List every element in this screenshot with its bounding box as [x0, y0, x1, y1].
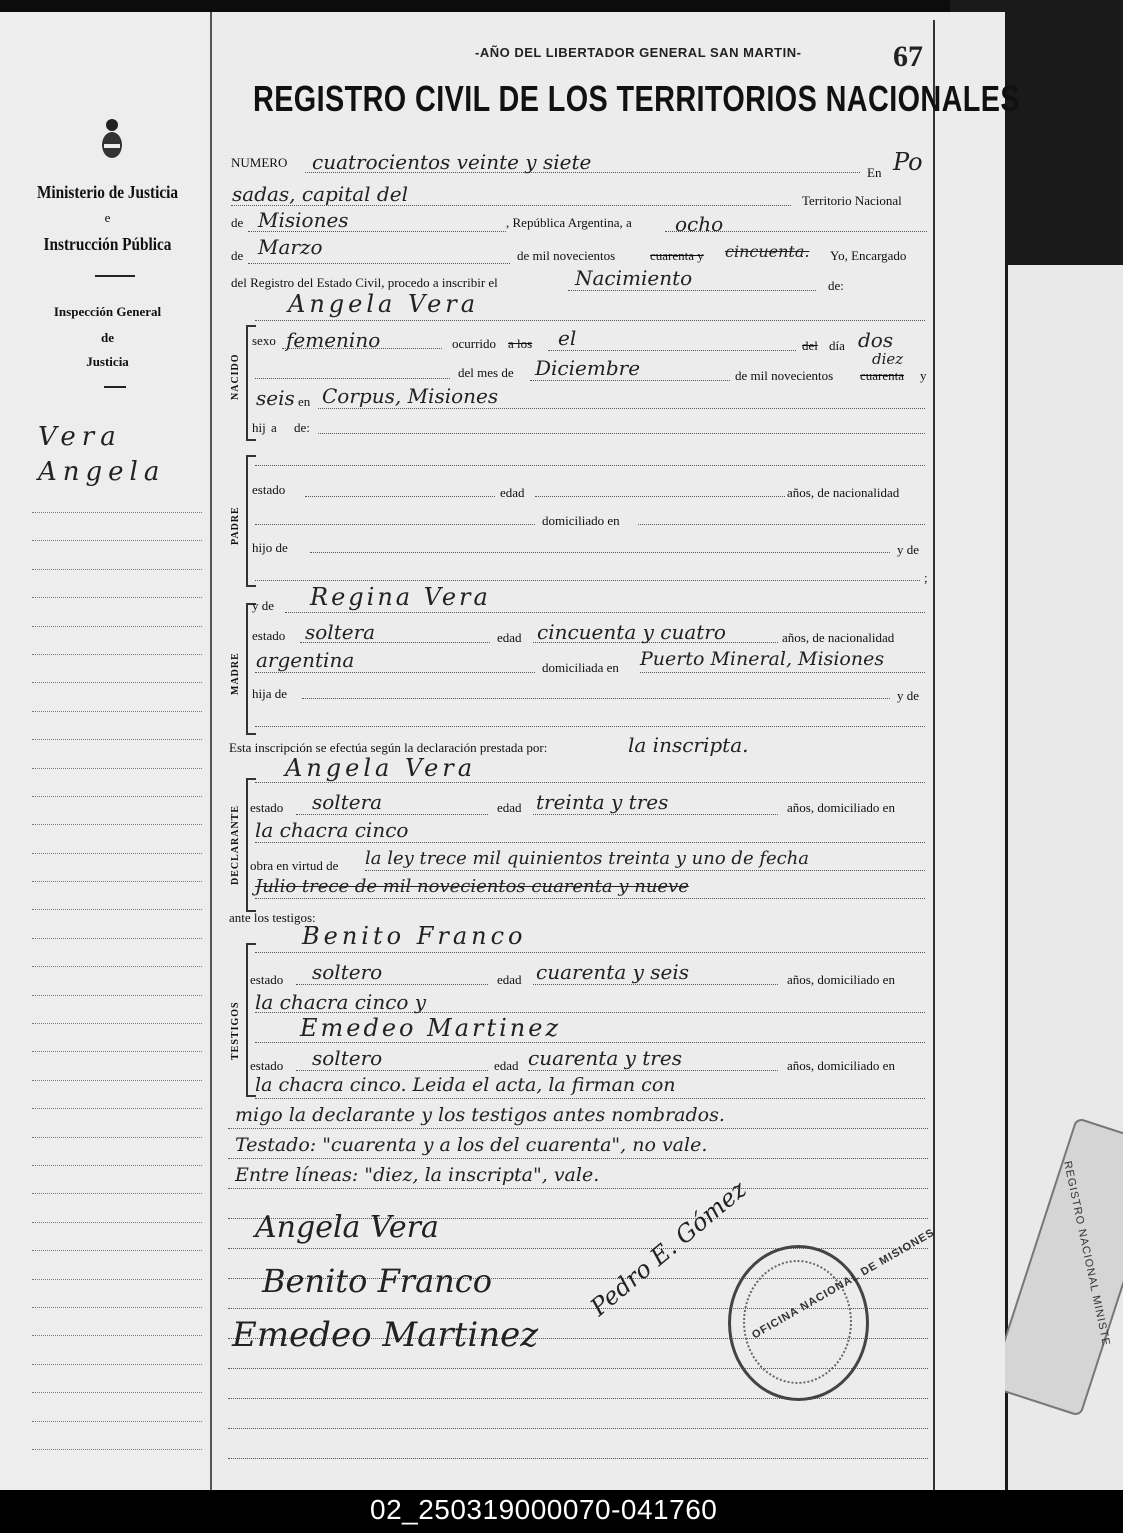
ministry-line-3: Instrucción Pública	[43, 234, 172, 254]
margin-surname: Vera	[38, 422, 122, 452]
testigo-1-estado-label: estado	[250, 972, 284, 987]
dotted-line	[533, 984, 778, 985]
testigos-section-label: TESTIGOS	[230, 1001, 241, 1060]
padre-anos-label: años, de nacionalidad	[787, 485, 900, 500]
coat-of-arms-icon	[100, 117, 124, 161]
testigo-1-domicilio-value: la chacra cinco y	[255, 990, 427, 1014]
header-year-motto: -AÑO DEL LIBERTADOR GENERAL SAN MARTIN-	[475, 45, 802, 60]
madre-name: Regina Vera	[310, 583, 491, 611]
dotted-line	[638, 524, 925, 525]
padre-hijo-label: hijo de	[252, 540, 288, 555]
year-label: de mil novecientos	[517, 248, 616, 263]
declarante-name: Angela Vera	[285, 754, 477, 782]
closing-line-2: Testado: "cuarenta y a los del cuarenta", no vale.	[235, 1134, 708, 1156]
dotted-line	[228, 1458, 928, 1459]
nacido-year-struck: cuarenta	[860, 368, 905, 383]
signature-official: Pedro E. Gómez	[585, 1175, 752, 1322]
ministry-line-2: e	[104, 210, 111, 225]
dotted-line	[228, 1398, 928, 1399]
dotted-line	[255, 898, 925, 899]
margin-given-name: Angela	[38, 457, 166, 487]
dotted-line	[228, 1188, 928, 1189]
declarante-section-label: DECLARANTE	[230, 804, 241, 885]
inspection-line-3: Justicia	[86, 354, 129, 369]
inspection-line-2: de	[101, 330, 114, 345]
closing-line-1: migo la declarante y los testigos antes nombrados.	[235, 1104, 725, 1126]
territorio-value: Misiones	[258, 208, 349, 232]
dotted-line	[296, 984, 488, 985]
madre-edad-label: edad	[497, 630, 522, 645]
testigo-1-anos-label: años, domiciliado en	[787, 972, 895, 987]
lugar-value: Corpus, Misiones	[322, 384, 499, 408]
dotted-line	[228, 1128, 928, 1129]
madre-domicilio-value: Puerto Mineral, Misiones	[640, 648, 885, 670]
closing-line-3: Entre líneas: "diez, la inscripta", vale.	[235, 1164, 600, 1186]
dotted-line	[310, 552, 890, 553]
ocurrido-struck: a los	[508, 336, 533, 351]
ante-testigos-label: ante los testigos:	[229, 910, 316, 925]
dotted-line	[248, 263, 510, 264]
page-right-border	[933, 20, 935, 1490]
ocurrido-label: ocurrido	[452, 336, 497, 351]
declaracion-value: la inscripta.	[628, 733, 749, 757]
madre-estado-value: soltera	[305, 620, 376, 644]
place-continuation: sadas, capital del	[232, 182, 408, 206]
declarante-edad-value: treinta y tres	[536, 790, 669, 814]
testigo-2-estado-label: estado	[250, 1058, 284, 1073]
testigo-2-domicilio-value: la chacra cinco. Leida el acta, la firman con	[255, 1074, 676, 1096]
page-title: REGISTRO CIVIL DE LOS TERRITORIOS NACIONALES	[253, 78, 1021, 119]
en-label: En	[867, 165, 882, 180]
padre-bracket	[246, 455, 256, 587]
dotted-line	[318, 408, 925, 409]
dotted-line	[530, 380, 730, 381]
registro-label: del Registro del Estado Civil, procedo a inscribir el	[231, 275, 498, 290]
testigo-1-edad-value: cuarenta y seis	[536, 960, 690, 984]
dotted-line	[255, 1098, 925, 1099]
dotted-line	[255, 378, 450, 379]
dotted-line	[568, 290, 816, 291]
dotted-line	[228, 1428, 928, 1429]
dia-struck: del	[802, 338, 818, 353]
testigo-2-edad-label: edad	[494, 1058, 519, 1073]
numero-label: NUMERO	[231, 155, 288, 170]
year-value: cincuenta.	[725, 242, 810, 261]
de-label: de	[231, 215, 244, 230]
dotted-line	[548, 350, 796, 351]
left-margin	[0, 12, 212, 1490]
nacido-name: Angela Vera	[288, 290, 480, 318]
declarante-estado-value: soltera	[312, 790, 383, 814]
dia-value: dos	[858, 328, 894, 352]
madre-nacionalidad-value: argentina	[256, 648, 355, 672]
footer-document-id: 02_250319000070-041760	[370, 1494, 718, 1525]
madre-anos-label: años, de nacionalidad	[782, 630, 895, 645]
dotted-line	[255, 782, 925, 783]
dotted-line	[228, 1248, 928, 1249]
inspection-line-1: Inspección General	[53, 304, 162, 319]
dia-label: día	[829, 338, 845, 353]
madre-hija-label: hija de	[252, 686, 288, 701]
page-number: 67	[893, 40, 923, 73]
testigo-2-edad-value: cuarenta y tres	[528, 1046, 682, 1070]
testigo-2-name: Emedeo Martinez	[300, 1014, 562, 1042]
dotted-line	[255, 726, 925, 727]
madre-estado-label: estado	[252, 628, 286, 643]
nacido-y-label: y	[920, 368, 927, 383]
en-value: Po	[893, 148, 923, 176]
day-value: ocho	[675, 212, 724, 236]
sexo-label: sexo	[252, 333, 276, 348]
dotted-line	[285, 612, 925, 613]
dotted-line	[296, 1070, 488, 1071]
sexo-value: femenino	[286, 328, 381, 352]
obra-label: obra en virtud de	[250, 858, 339, 873]
side-card-text: REGISTRO NACIONAL MINISTE	[1061, 1159, 1113, 1348]
madre-y-de-2: y de	[897, 688, 920, 703]
padre-edad-label: edad	[500, 485, 525, 500]
madre-edad-value: cincuenta y cuatro	[537, 620, 726, 644]
testigo-1-edad-label: edad	[497, 972, 522, 987]
numero-value: cuatrocientos veinte y siete	[312, 150, 592, 174]
dotted-line	[296, 814, 488, 815]
month-value: Marzo	[258, 235, 323, 259]
padre-section-label: PADRE	[230, 506, 241, 545]
dotted-line	[255, 465, 925, 466]
de-colon: de:	[828, 278, 844, 293]
madre-y-de: y de	[252, 598, 275, 613]
dotted-line	[255, 580, 920, 581]
margin-divider-2	[104, 386, 126, 388]
padre-domiciliado-label: domiciliado en	[542, 513, 620, 528]
act-value: Nacimiento	[575, 266, 693, 290]
dotted-line	[302, 698, 890, 699]
testigo-1-estado-value: soltero	[312, 960, 383, 984]
dotted-line	[528, 1070, 778, 1071]
yo-label: Yo, Encargado	[830, 248, 907, 263]
madre-domiciliada-label: domiciliada en	[542, 660, 619, 675]
dotted-line	[255, 842, 925, 843]
year-struck: cuarenta y	[650, 248, 704, 263]
dotted-line	[365, 870, 925, 871]
signature-emedeo-martinez: Emedeo Martinez	[232, 1315, 539, 1355]
nacido-year-insert: diez	[872, 350, 904, 368]
nacido-year-cont: seis	[256, 386, 295, 410]
dotted-line	[228, 1158, 928, 1159]
dotted-line	[255, 1042, 925, 1043]
declarante-anos-label: años, domiciliado en	[787, 800, 895, 815]
padre-estado-label: estado	[252, 482, 286, 497]
territorio-label: Territorio Nacional	[802, 193, 902, 208]
dotted-line	[535, 496, 785, 497]
dotted-line	[255, 952, 925, 953]
testigo-1-name: Benito Franco	[302, 922, 527, 950]
signature-angela-vera: Angela Vera	[255, 1210, 439, 1245]
madre-bracket	[246, 603, 256, 735]
mes-label: del mes de	[458, 365, 514, 380]
testigo-2-estado-value: soltero	[312, 1046, 383, 1070]
de-label-2: de	[231, 248, 244, 263]
official-seal	[728, 1226, 937, 1401]
hijo-label: hij	[252, 420, 266, 435]
dotted-line	[318, 433, 925, 434]
signature-benito-franco: Benito Franco	[262, 1262, 492, 1300]
nacido-year-label: de mil novecientos	[735, 368, 834, 383]
padre-semicolon: ;	[924, 570, 928, 585]
margin-ruled-lines	[32, 512, 202, 1477]
obra-continuation: Julio trece de mil novecientos cuarenta y nueve	[255, 876, 689, 897]
madre-section-label: MADRE	[230, 652, 241, 695]
seal-inner-ring	[743, 1260, 852, 1384]
ministry-line-1: Ministerio de Justicia	[36, 182, 179, 202]
declarante-domicilio-value: la chacra cinco	[255, 818, 409, 842]
hijo-de: de:	[294, 420, 310, 435]
testigo-2-anos-label: años, domiciliado en	[787, 1058, 895, 1073]
hijo-value: a	[271, 420, 277, 435]
seal-text: OFICINA NACIONAL DE MISIONES	[749, 1226, 937, 1342]
dotted-line	[255, 524, 535, 525]
padre-y-de: y de	[897, 542, 920, 557]
republica-label: , República Argentina, a	[506, 215, 632, 230]
declarante-estado-label: estado	[250, 800, 284, 815]
obra-value: la ley trece mil quinientos treinta y uno de fecha	[365, 848, 810, 869]
lugar-label: en	[298, 394, 311, 409]
declarante-edad-label: edad	[497, 800, 522, 815]
margin-divider	[95, 275, 135, 277]
ocurrido-value: el	[558, 326, 577, 350]
dotted-line	[533, 814, 778, 815]
dotted-line	[305, 496, 495, 497]
mes-value: Diciembre	[535, 356, 641, 380]
dotted-line	[640, 672, 925, 673]
dotted-line	[255, 320, 925, 321]
declaracion-label: Esta inscripción se efectúa según la declaración prestada por:	[229, 740, 548, 755]
dotted-line	[255, 672, 535, 673]
nacido-section-label: NACIDO	[230, 353, 241, 400]
